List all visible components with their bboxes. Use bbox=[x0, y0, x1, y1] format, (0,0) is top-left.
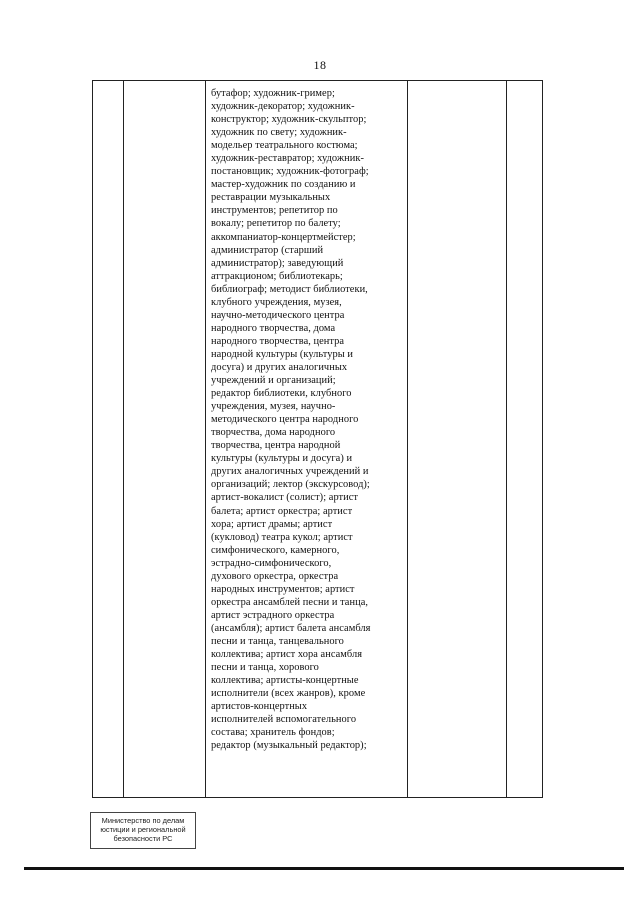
profession-text-line: учреждения, музея, научно- bbox=[211, 401, 336, 413]
profession-text-line: редактор (музыкальный редактор); bbox=[211, 740, 367, 752]
profession-text-line: художник-реставратор; художник- bbox=[211, 153, 364, 165]
profession-text-line: духового оркестра, оркестра bbox=[211, 570, 339, 582]
profession-text-line: оркестра ансамблей песни и танца, bbox=[211, 596, 368, 608]
profession-text-line: других аналогичных учреждений и bbox=[211, 466, 369, 478]
profession-text-line: песни и танца, хорового bbox=[211, 662, 319, 674]
profession-text-line: научно-методического центра bbox=[211, 309, 345, 321]
table-cell-professions bbox=[206, 81, 408, 798]
table-row bbox=[93, 81, 543, 798]
ministry-stamp bbox=[90, 812, 196, 849]
professions-text bbox=[206, 81, 407, 752]
profession-text-line: артист-вокалист (солист); артист bbox=[211, 492, 359, 504]
profession-text-line: методического центра народного bbox=[211, 414, 359, 426]
profession-text-line: аттракционом; библиотекарь; bbox=[211, 270, 343, 282]
profession-text-line: народных инструментов; артист bbox=[211, 583, 355, 595]
profession-text-line: вокалу; репетитор по балету; bbox=[211, 218, 341, 230]
profession-text-line: артистов-концертных bbox=[211, 701, 308, 713]
profession-text-line: творчества, дома народного bbox=[211, 427, 336, 439]
profession-text-line: художник-декоратор; художник- bbox=[211, 101, 355, 113]
profession-text-line: хора; артист драмы; артист bbox=[211, 518, 333, 530]
profession-text-line: исполнители (всех жанров), кроме bbox=[211, 688, 366, 700]
profession-text-line: модельер театрального костюма; bbox=[211, 140, 358, 152]
profession-text-line: администратор); заведующий bbox=[211, 257, 344, 269]
profession-text-line: постановщик; художник-фотограф; bbox=[211, 166, 369, 178]
profession-text-line: инструментов; репетитор по bbox=[211, 205, 338, 217]
stamp-text-line: юстиции и региональной bbox=[100, 825, 186, 834]
profession-text-line: бутафор; художник-гример; bbox=[211, 88, 335, 99]
profession-text-line: библиограф; методист библиотеки, bbox=[211, 283, 368, 295]
stamp-text-line: безопасности РС bbox=[113, 834, 173, 843]
profession-text-line: народного творчества, центра bbox=[211, 335, 345, 347]
profession-text-line: коллектива; артист хора ансамбля bbox=[211, 649, 363, 661]
profession-text-line: народного творчества, дома bbox=[211, 322, 336, 334]
profession-text-line: организаций; лектор (экскурсовод); bbox=[211, 479, 370, 491]
profession-table bbox=[92, 80, 543, 798]
profession-text-line: культуры (культуры и досуга) и bbox=[211, 453, 353, 465]
profession-text-line: исполнителей вспомогательного bbox=[211, 714, 357, 726]
profession-text-line: досуга) и других аналогичных bbox=[211, 361, 348, 373]
profession-text-line: мастер-художник по созданию и bbox=[211, 179, 356, 191]
table-cell-column-5 bbox=[507, 81, 543, 798]
profession-text-line: творчества, центра народной bbox=[211, 440, 341, 452]
profession-text-line: учреждений и организаций; bbox=[211, 375, 336, 387]
bottom-rule bbox=[24, 867, 624, 870]
profession-text-line: аккомпаниатор-концертмейстер; bbox=[211, 231, 356, 243]
profession-text-line: художник по свету; художник- bbox=[211, 127, 347, 139]
stamp-text-line: Министерство по делам bbox=[101, 816, 185, 825]
profession-text-line: эстрадно-симфонического, bbox=[211, 557, 332, 569]
table-cell-group bbox=[124, 81, 206, 798]
profession-text-line: (ансамбля); артист балета ансамбля bbox=[211, 622, 371, 634]
page-number: 18 bbox=[313, 58, 327, 72]
profession-text-line: симфонического, камерного, bbox=[211, 544, 340, 556]
profession-text-line: состава; хранитель фондов; bbox=[211, 727, 335, 739]
table-cell-index bbox=[93, 81, 124, 798]
table-cell-column-4 bbox=[408, 81, 507, 798]
profession-text-line: администратор (старший bbox=[211, 244, 324, 256]
profession-text-line: артист эстрадного оркестра bbox=[211, 609, 335, 621]
profession-text-line: редактор библиотеки, клубного bbox=[211, 388, 352, 400]
profession-text-line: (кукловод) театра кукол; артист bbox=[211, 531, 353, 543]
profession-text-line: конструктор; художник-скульптор; bbox=[211, 114, 367, 126]
profession-text-line: реставрации музыкальных bbox=[211, 192, 331, 204]
profession-text-line: народной культуры (культуры и bbox=[211, 348, 354, 360]
profession-text-line: коллектива; артисты-концертные bbox=[211, 675, 359, 687]
profession-text-line: клубного учреждения, музея, bbox=[211, 296, 342, 308]
profession-text-line: песни и танца, танцевального bbox=[211, 635, 344, 647]
profession-text-line: балета; артист оркестра; артист bbox=[211, 505, 353, 517]
